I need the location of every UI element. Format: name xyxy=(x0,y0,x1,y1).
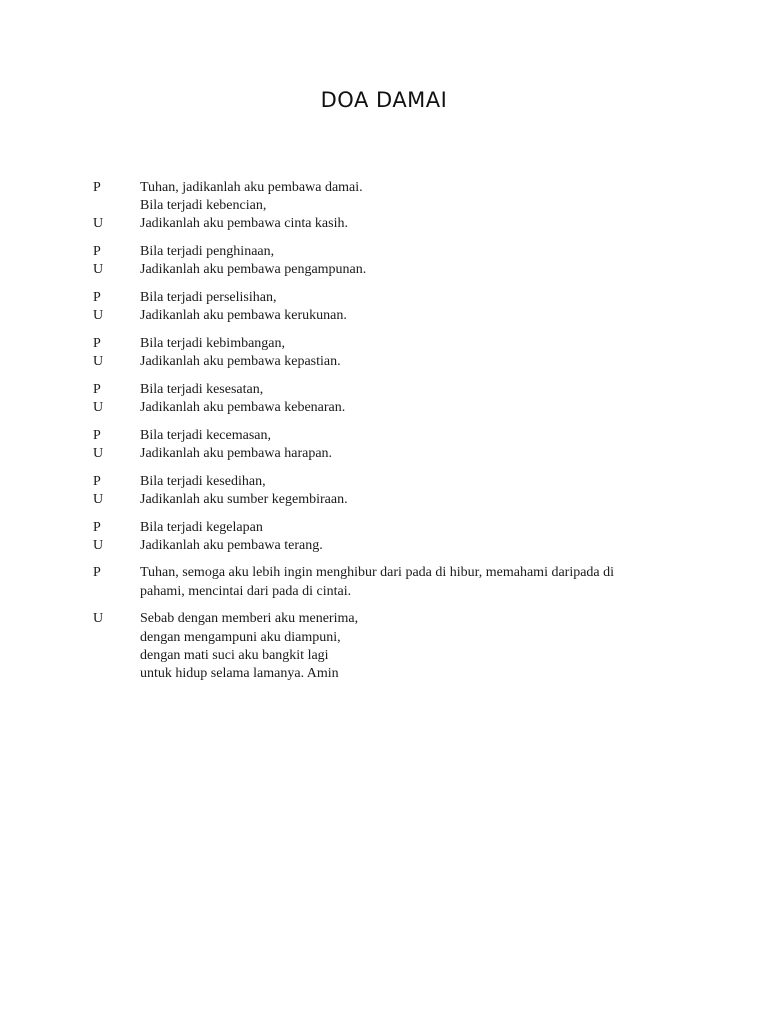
prayer-line: Sebab dengan memberi aku menerima, xyxy=(140,611,359,627)
prayer-lines xyxy=(140,564,693,600)
prayer-lines xyxy=(140,307,693,325)
prayer-line: Bila terjadi perselisihan, xyxy=(140,290,277,306)
prayer-line: Tuhan, semoga aku lebih ingin menghibur dari pada di hibur, memahami daripada di xyxy=(140,565,615,581)
stanza xyxy=(93,610,693,683)
prayer-row xyxy=(93,610,693,683)
speaker-label: P xyxy=(93,381,101,397)
speaker-label: P xyxy=(93,427,101,443)
document-title: DOA DAMAI xyxy=(320,88,448,112)
prayer-line: Bila terjadi kebimbangan, xyxy=(140,335,286,351)
prayer-line: Jadikanlah aku pembawa kerukunan. xyxy=(140,308,347,324)
prayer-lines xyxy=(140,215,693,233)
prayer-line: dengan mengampuni aku diampuni, xyxy=(140,629,341,645)
prayer-line: Jadikanlah aku pembawa cinta kasih. xyxy=(140,216,348,232)
speaker-label: U xyxy=(93,400,104,416)
speaker-label: U xyxy=(93,216,104,232)
prayer-line: Bila terjadi kebencian, xyxy=(140,198,267,214)
prayer-lines xyxy=(140,335,693,353)
speaker-label: U xyxy=(93,308,104,324)
prayer-row xyxy=(93,215,693,233)
prayer-row xyxy=(93,473,693,491)
prayer-line: Bila terjadi kesesatan, xyxy=(140,381,264,397)
prayer-line: untuk hidup selama lamanya. Amin xyxy=(140,665,339,681)
stanza xyxy=(93,427,693,463)
prayer-row xyxy=(93,445,693,463)
prayer-row xyxy=(93,289,693,307)
stanza xyxy=(93,519,693,555)
speaker-label: U xyxy=(93,445,104,461)
stanza xyxy=(93,473,693,509)
prayer-lines xyxy=(140,243,693,261)
prayer-lines xyxy=(140,473,693,491)
prayer-row xyxy=(93,353,693,371)
speaker-label: U xyxy=(93,491,104,507)
prayer-lines xyxy=(140,445,693,463)
prayer-row xyxy=(93,179,693,215)
prayer-lines xyxy=(140,399,693,417)
speaker-label: U xyxy=(93,262,104,278)
prayer-body xyxy=(93,179,693,693)
speaker-label: P xyxy=(93,335,101,351)
speaker-label: U xyxy=(93,354,104,370)
speaker-label: P xyxy=(93,519,101,535)
prayer-line: dengan mati suci aku bangkit lagi xyxy=(140,647,329,663)
prayer-row xyxy=(93,399,693,417)
prayer-lines xyxy=(140,519,693,537)
prayer-lines xyxy=(140,491,693,509)
prayer-row xyxy=(93,335,693,353)
stanza xyxy=(93,335,693,371)
prayer-row xyxy=(93,537,693,555)
prayer-line: Jadikanlah aku sumber kegembiraan. xyxy=(140,491,348,507)
prayer-line: Bila terjadi penghinaan, xyxy=(140,244,275,260)
stanza xyxy=(93,381,693,417)
prayer-line: Bila terjadi kegelapan xyxy=(140,519,263,535)
prayer-row xyxy=(93,564,693,600)
prayer-row xyxy=(93,519,693,537)
speaker-label: U xyxy=(93,611,104,627)
prayer-line: Bila terjadi kecemasan, xyxy=(140,427,271,443)
prayer-line: Tuhan, jadikanlah aku pembawa damai. xyxy=(140,180,363,195)
speaker-label: P xyxy=(93,565,101,581)
prayer-row xyxy=(93,243,693,261)
stanza xyxy=(93,564,693,600)
prayer-line: Jadikanlah aku pembawa pengampunan. xyxy=(140,262,367,278)
prayer-lines xyxy=(140,427,693,445)
speaker-label: U xyxy=(93,537,104,553)
prayer-lines xyxy=(140,179,693,215)
prayer-line: Jadikanlah aku pembawa harapan. xyxy=(140,445,333,461)
prayer-lines xyxy=(140,289,693,307)
prayer-lines xyxy=(140,261,693,279)
prayer-line: Jadikanlah aku pembawa kebenaran. xyxy=(140,400,346,416)
speaker-label: P xyxy=(93,244,101,260)
prayer-line: Jadikanlah aku pembawa terang. xyxy=(140,537,323,553)
prayer-lines xyxy=(140,381,693,399)
prayer-line: Bila terjadi kesedihan, xyxy=(140,473,266,489)
prayer-row xyxy=(93,427,693,445)
prayer-lines xyxy=(140,353,693,371)
prayer-lines xyxy=(140,610,693,683)
prayer-row xyxy=(93,261,693,279)
prayer-lines xyxy=(140,537,693,555)
speaker-label: P xyxy=(93,290,101,306)
stanza xyxy=(93,179,693,234)
prayer-row xyxy=(93,307,693,325)
prayer-line: Jadikanlah aku pembawa kepastian. xyxy=(140,354,341,370)
stanza xyxy=(93,243,693,279)
speaker-label: P xyxy=(93,180,101,195)
speaker-label: P xyxy=(93,473,101,489)
prayer-row xyxy=(93,381,693,399)
stanza xyxy=(93,289,693,325)
prayer-row xyxy=(93,491,693,509)
prayer-line: pahami, mencintai dari pada di cintai. xyxy=(140,583,352,599)
